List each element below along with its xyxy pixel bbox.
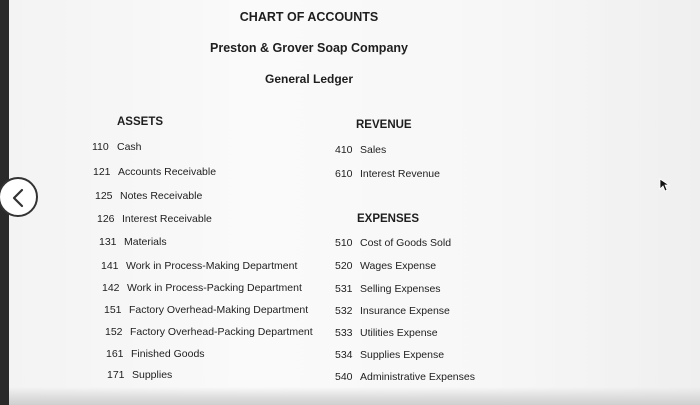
list-item	[92, 141, 142, 153]
account-name: Supplies Expense	[360, 349, 445, 361]
account-name: Wages Expense	[360, 260, 437, 272]
account-code: 110	[92, 141, 109, 153]
list-item	[93, 166, 216, 178]
account-name: Accounts Receivable	[118, 166, 217, 178]
account-name: Finished Goods	[131, 348, 205, 360]
account-name: Utilities Expense	[360, 327, 438, 339]
account-name: Sales	[360, 144, 387, 156]
list-item	[101, 260, 297, 272]
expenses-heading: EXPENSES	[357, 213, 419, 225]
account-code: 410	[335, 144, 353, 156]
list-item	[97, 213, 212, 225]
ledger-name: General Ledger	[264, 72, 354, 86]
account-code: 533	[335, 327, 353, 339]
list-item	[105, 326, 313, 338]
account-code: 125	[95, 190, 113, 202]
account-name: Selling Expenses	[360, 283, 441, 295]
screen-bottom-edge	[9, 387, 700, 405]
account-name: Insurance Expense	[360, 305, 450, 317]
revenue-heading: REVENUE	[356, 119, 412, 131]
list-item	[106, 348, 205, 360]
account-name: Interest Receivable	[122, 213, 212, 225]
account-code: 151	[104, 304, 122, 316]
account-name: Factory Overhead-Making Department	[129, 304, 309, 316]
page-title: CHART OF ACCOUNTS	[239, 10, 379, 24]
account-name: Materials	[124, 236, 167, 248]
list-item	[335, 260, 436, 272]
account-name: Interest Revenue	[360, 168, 440, 180]
account-code: 610	[335, 168, 353, 180]
list-item	[335, 371, 475, 383]
list-item	[335, 327, 438, 339]
account-name: Factory Overhead-Packing Department	[130, 326, 313, 338]
account-name: Work in Process-Making Department	[126, 260, 298, 272]
account-code: 510	[335, 237, 353, 249]
account-code: 121	[93, 166, 111, 178]
list-item	[95, 190, 202, 202]
account-code: 126	[97, 213, 115, 225]
document-page	[9, 0, 700, 405]
company-name: Preston & Grover Soap Company	[210, 41, 408, 55]
account-code: 531	[335, 283, 353, 295]
list-item	[335, 168, 440, 180]
list-item	[335, 237, 451, 249]
account-name: Notes Receivable	[120, 190, 203, 202]
list-item	[104, 304, 308, 316]
account-code: 532	[335, 305, 353, 317]
account-name: Cost of Goods Sold	[360, 237, 452, 249]
account-code: 540	[335, 371, 353, 383]
account-code: 131	[99, 236, 117, 248]
account-code: 161	[106, 348, 124, 360]
account-name: Administrative Expenses	[360, 371, 475, 383]
mouse-pointer-icon	[659, 178, 671, 197]
list-item	[99, 236, 167, 248]
account-code: 142	[102, 282, 120, 294]
account-name: Work in Process-Packing Department	[127, 282, 302, 294]
list-item	[335, 349, 444, 361]
account-code: 171	[107, 369, 125, 381]
account-code: 534	[335, 349, 353, 361]
account-code: 141	[101, 260, 119, 272]
list-item	[335, 305, 450, 317]
account-name: Supplies	[132, 369, 173, 381]
account-code: 152	[105, 326, 123, 338]
account-code: 520	[335, 260, 353, 272]
list-item	[107, 369, 172, 381]
chevron-left-icon	[9, 188, 29, 208]
list-item	[335, 283, 441, 295]
list-item	[102, 282, 302, 294]
list-item	[335, 144, 386, 156]
account-name: Cash	[117, 141, 142, 153]
assets-heading: ASSETS	[117, 116, 164, 128]
